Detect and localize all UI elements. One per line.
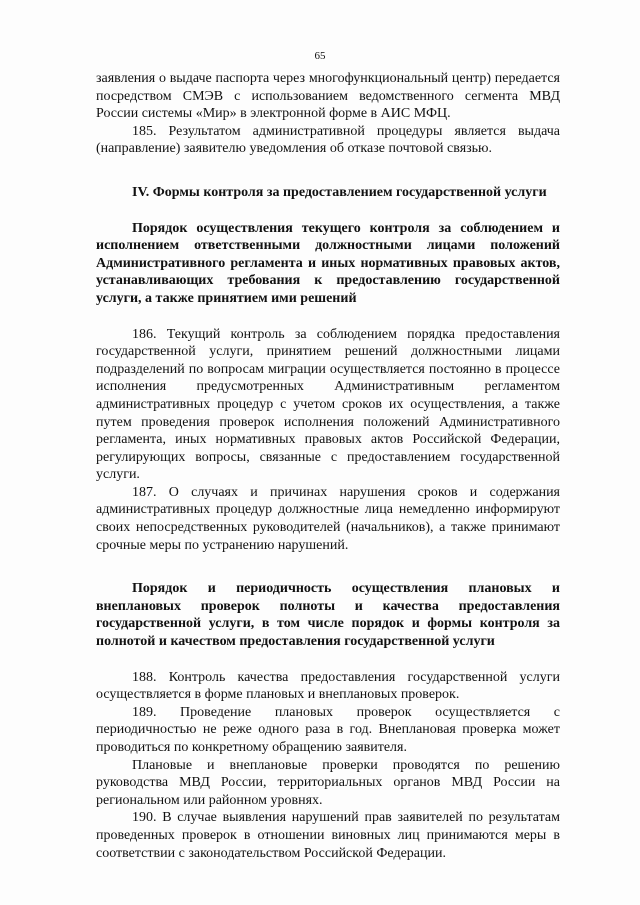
paragraph-187: 187. О случаях и причинах нарушения сроков и содержания административных процедур должностные лица немедленно информируют своих непосредственных руководителей (начальников), а также принимают срочные меры по устранению нарушений.	[96, 484, 560, 553]
spacer	[96, 554, 560, 580]
paragraph-189-cont: Плановые и внеплановые проверки проводятся по решению руководства МВД России, территориальных органов МВД России на региональном или районном уровнях.	[96, 757, 560, 808]
subsection-heading-inspections: Порядок и периодичность осуществления плановых и внеплановых проверок полноты и качества предоставления государственной услуги, в том числе порядок и формы контроля за полнотой и качеством предоставления государственной услуги	[96, 581, 560, 650]
paragraph-188: 188. Контроль качества предоставления государственной услуги осуществляется в форме плановых и внеплановых проверок.	[96, 669, 560, 703]
subsection-heading-current-control: Порядок осуществления текущего контроля за соблюдением и исполнением ответственными должностными лицами положений Административного регламента и иных нормативных правовых актов, устанавливающих требования к предоставлению государственной услуги, а также принятием ими решений	[96, 220, 560, 306]
paragraph-continuation: заявления о выдаче паспорта через многофункциональный центр) передается посредством СМЭВ с использованием ведомственного сегмента МВД России системы «Мир» в электронной форме в АИС МФЦ.	[96, 71, 560, 122]
spacer	[96, 158, 560, 184]
section-heading-iv: IV. Формы контроля за предоставлением государственной услуги	[132, 184, 547, 200]
paragraph-190: 190. В случае выявления нарушений прав заявителей по результатам проведенных проверок в отношении виновных лиц принимаются меры в соответствии с законодательством Российской Федерации.	[96, 810, 560, 861]
spacer	[96, 651, 560, 669]
page-content	[96, 70, 560, 862]
paragraph-189: 189. Проведение плановых проверок осуществляется с периодичностью не реже одного раза в год. Внеплановая проверка может проводиться по конкретному обращению заявителя.	[96, 704, 560, 755]
page-number: 65	[314, 50, 326, 62]
spacer	[96, 202, 560, 220]
paragraph-185: 185. Результатом административной процедуры является выдача (направление) заявителю уведомления об отказе почтовой связью.	[96, 123, 560, 157]
paragraph-186: 186. Текущий контроль за соблюдением порядка предоставления государственной услуги, принятием решений должностными лицами подразделений по вопросам миграции осуществляется постоянно в процессе исполнения предусмотренных Административным регламентом административных процедур с учетом сроков их осуществления, а также путем проведения проверок исполнения положений Административного регламента, иных нормативных правовых актов Российской Федерации, регулирующих вопросы, связанные с предоставлением государственной услуги.	[96, 326, 560, 483]
spacer	[96, 308, 560, 326]
